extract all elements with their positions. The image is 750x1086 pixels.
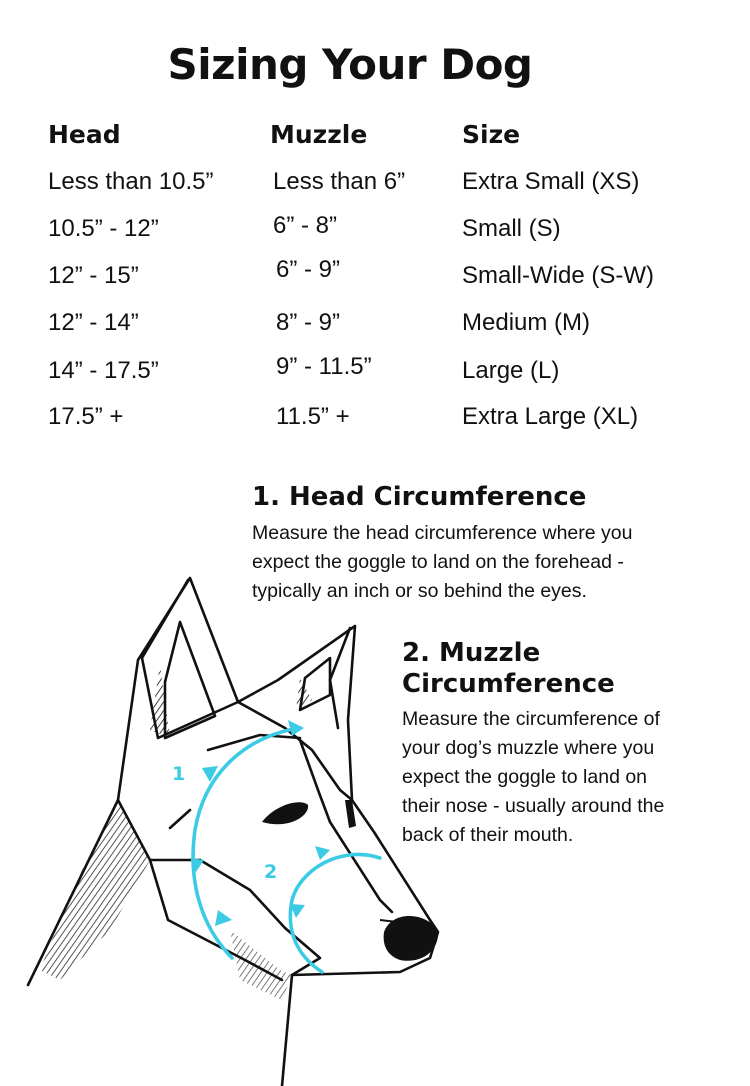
column-header-size: Size	[462, 120, 521, 149]
head-cell: 14” - 17.5”	[48, 357, 159, 384]
size-cell: Extra Large (XL)	[462, 403, 639, 430]
size-cell: Extra Small (XS)	[462, 168, 640, 195]
size-cell: Small (S)	[462, 215, 561, 242]
head-cell: 10.5” - 12”	[48, 215, 159, 242]
muzzle-circumference-text	[402, 705, 664, 850]
page-title: Sizing Your Dog	[167, 40, 533, 89]
head-cell: 17.5” +	[48, 403, 124, 430]
size-cell: Large (L)	[462, 357, 560, 384]
arrowheads	[190, 720, 330, 926]
text-line: typically an inch or so behind the eyes.	[252, 580, 587, 602]
muzzle-cell: Less than 6”	[273, 168, 406, 195]
text-line: expect the goggle to land on	[402, 766, 648, 788]
muzzle-circumference-title	[402, 638, 615, 700]
column-header-head: Head	[48, 120, 121, 149]
text-line: back of their mouth.	[402, 824, 574, 846]
dog-eye	[262, 802, 308, 824]
head-circumference-title: 1. Head Circumference	[252, 482, 587, 512]
head-measure-arc	[193, 728, 300, 958]
head-cell: Less than 10.5”	[48, 168, 214, 195]
muzzle-cell: 11.5” +	[276, 403, 350, 430]
head-circumference-text	[252, 519, 632, 606]
text-line: your dog’s muzzle where you	[402, 737, 655, 759]
marker-1: 1	[172, 763, 186, 785]
muzzle-cell: 9” - 11.5”	[276, 353, 372, 380]
dog-outline	[28, 578, 438, 1086]
size-cell: Small-Wide (S-W)	[462, 262, 654, 289]
title-line: Circumference	[402, 669, 615, 699]
muzzle-cell: 6” - 9”	[276, 256, 341, 283]
text-line: Measure the circumference of	[402, 708, 660, 730]
text-line: expect the goggle to land on the forehead -	[252, 551, 624, 573]
head-cell: 12” - 14”	[48, 309, 139, 336]
title-line: 2. Muzzle	[402, 638, 541, 668]
head-cell: 12” - 15”	[48, 262, 139, 289]
muzzle-cell: 8” - 9”	[276, 309, 341, 336]
marker-2: 2	[264, 861, 278, 883]
size-cell: Medium (M)	[462, 309, 591, 336]
text-line: their nose - usually around the	[402, 795, 665, 817]
column-header-muzzle: Muzzle	[270, 120, 368, 149]
muzzle-measure-arc	[290, 854, 380, 972]
text-line: Measure the head circumference where you	[252, 522, 633, 544]
muzzle-cell: 6” - 8”	[273, 212, 338, 239]
